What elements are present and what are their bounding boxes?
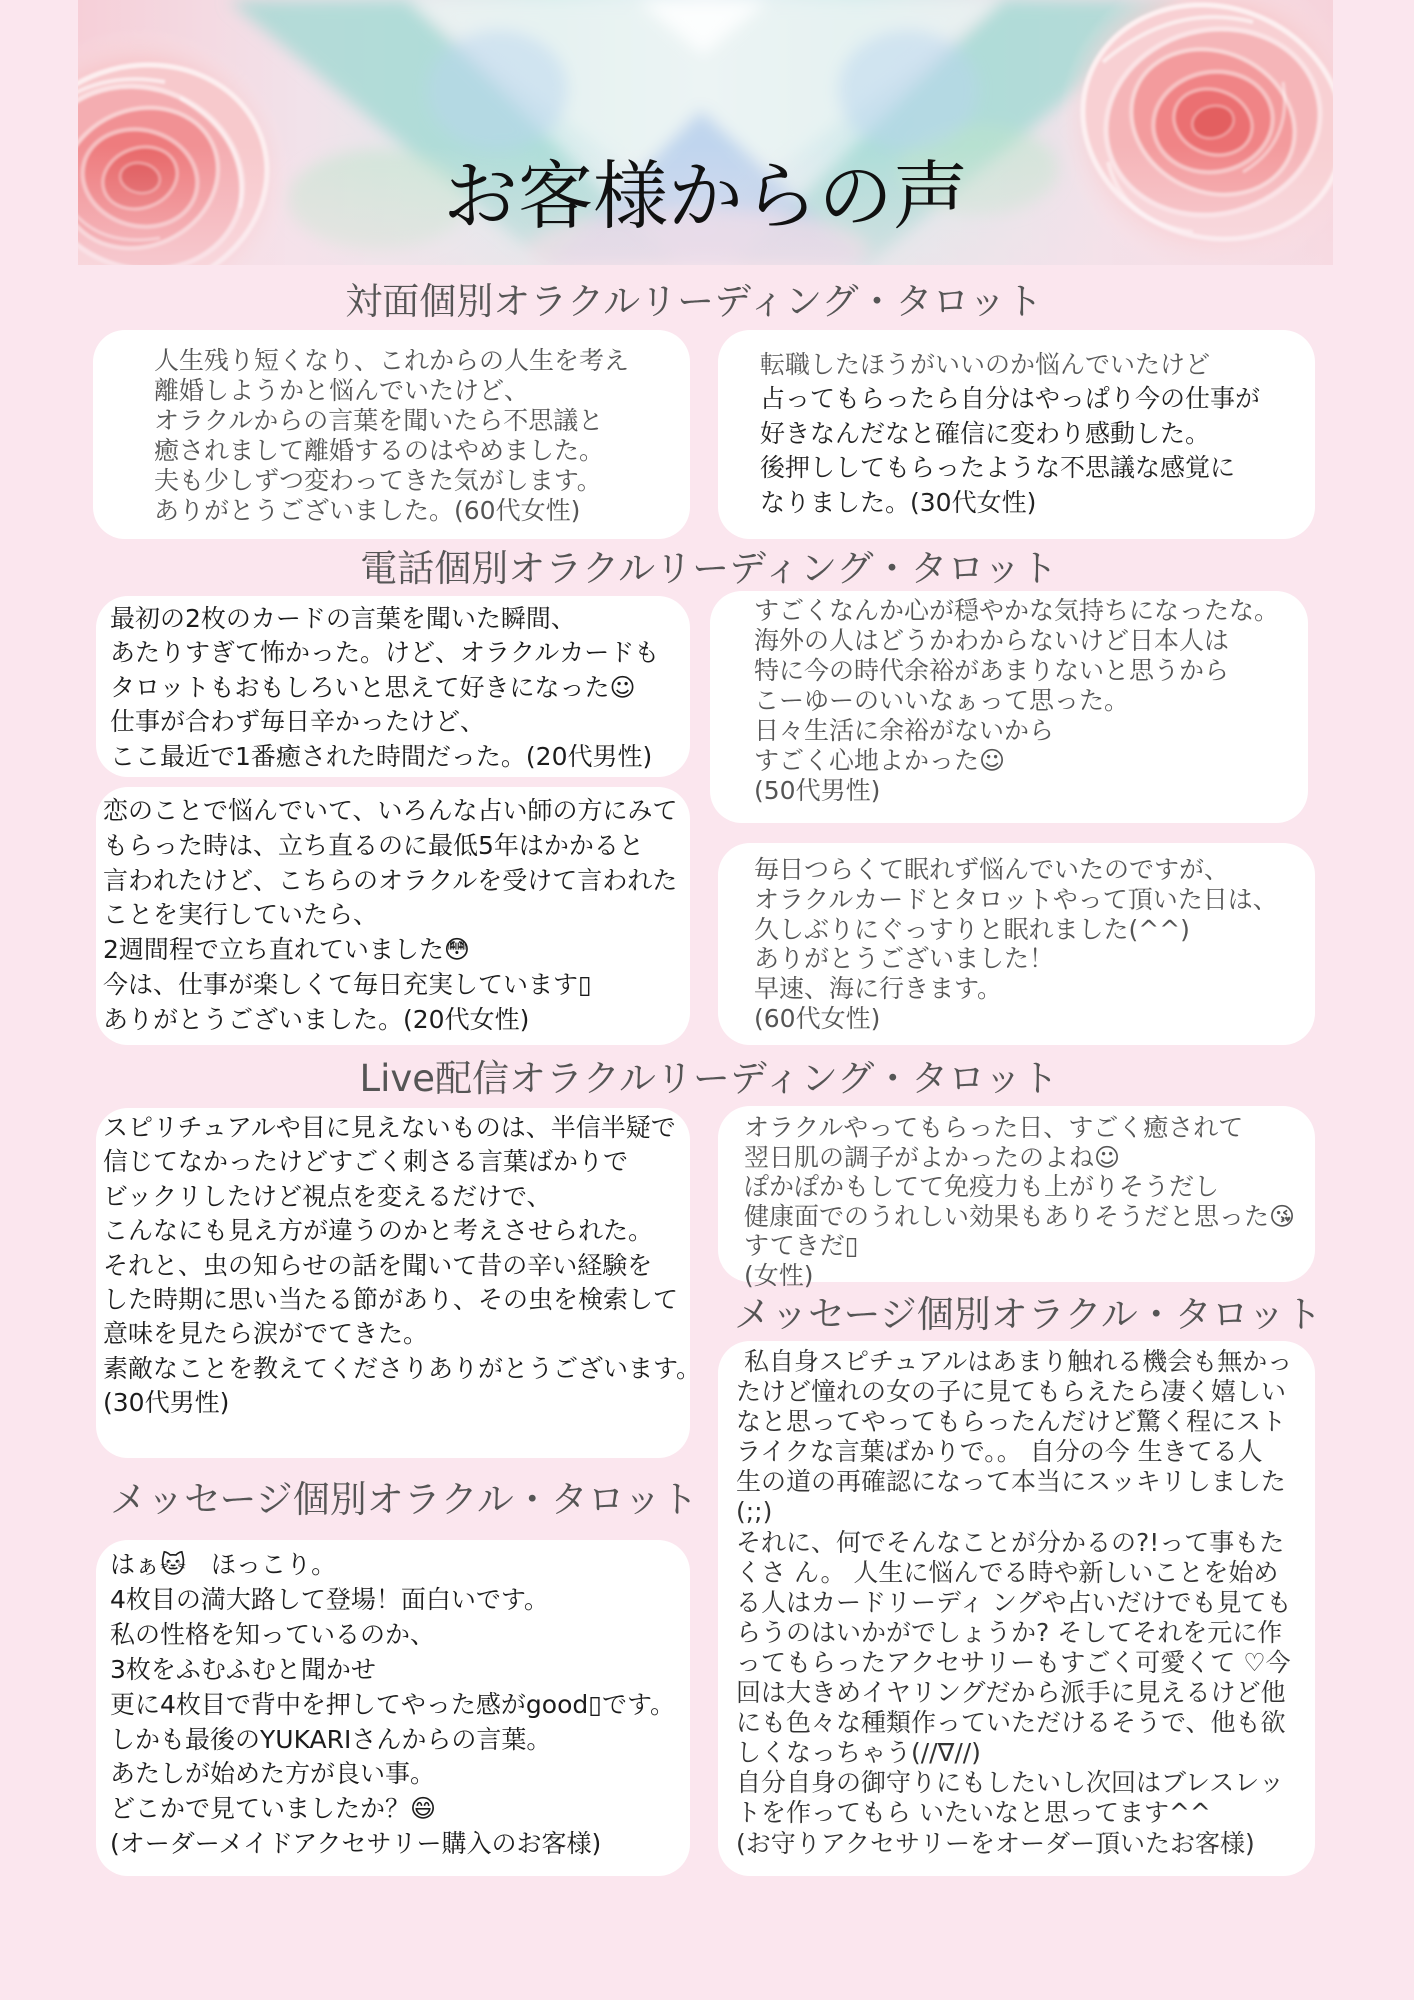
testimonial-line: それと、虫の知らせの話を聞いて昔の辛い経験を: [103, 1250, 653, 1280]
testimonial-line: 久しぶりにぐっすりと眠れました(^^): [754, 914, 1190, 944]
testimonial-line: 回は大きめイヤリングだから派手に見えるけど他: [736, 1678, 1286, 1708]
testimonial-line: 癒されまして離婚するのはやめました。: [154, 436, 605, 465]
testimonial-line: 信じてなかったけどすごく刺さる言葉ばかりで: [103, 1147, 629, 1177]
testimonial-card: [718, 1106, 1315, 1290]
testimonial-line: もらった時は、立ち直るのに最低5年はかかると: [103, 830, 644, 860]
testimonial-text: [754, 855, 1278, 1034]
testimonial-text: [760, 348, 1260, 520]
testimonial-line: 生の道の再確認になって本当にスッキリしました: [736, 1467, 1286, 1497]
testimonial-line: ありがとうございました。(20代女性): [103, 1004, 530, 1034]
testimonial-line: すごくなんか心が穏やかな気持ちになったな。: [754, 596, 1280, 625]
testimonial-line: 意味を見たら涙がでてきた。: [103, 1319, 429, 1349]
testimonial-line: タロットもおもしろいと思えて好きになった☺: [110, 672, 636, 702]
testimonial-line: 素敵なことを教えてくださりありがとうございます。: [103, 1353, 702, 1383]
testimonial-line: 仕事が合わず毎日辛かったけど、: [110, 707, 486, 737]
header-banner: [78, 0, 1333, 265]
testimonial-line: 好きなんだなと確信に変わり感動した。: [760, 418, 1211, 448]
section-heading-message-right: メッセージ個別オラクル・タロット: [734, 1293, 1322, 1336]
testimonial-line: 転職したほうがいいのか悩んでいたけど: [760, 350, 1211, 379]
testimonial-card: [93, 330, 690, 539]
testimonial-line: 私の性格を知っているのか、: [110, 1619, 436, 1649]
testimonial-card: [710, 591, 1308, 823]
testimonial-line: ビックリしたけど視点を変えるだけで、: [103, 1181, 552, 1211]
testimonial-text: [110, 602, 659, 774]
testimonial-line: 4枚目の満大路して登場！面白いです。: [110, 1584, 549, 1614]
testimonial-text: [110, 1548, 675, 1862]
testimonial-line: オラクルやってもらった日、すごく癒されて: [744, 1113, 1244, 1142]
testimonial-line: 健康面でのうれしい効果もありそうだと思った😘: [744, 1201, 1296, 1231]
testimonial-line: オラクルからの言葉を聞いたら不思議と: [154, 406, 604, 435]
testimonial-line: (オーダーメイドアクセサリー購入のお客様): [110, 1829, 602, 1859]
testimonial-line: 離婚しようかと悩んでいたけど、: [154, 376, 530, 405]
testimonial-line: それに、何でそんなことが分かるの?!って事もた: [736, 1527, 1285, 1557]
testimonial-line: (50代男性): [754, 776, 881, 805]
testimonial-line: どこかで見ていましたか？😄: [110, 1794, 437, 1824]
testimonial-line: (30代男性): [103, 1388, 230, 1418]
testimonial-line: ってもらったアクセサリーもすごく可愛くて ♡今: [736, 1647, 1291, 1677]
testimonial-line: 海外の人はどうかわからないけど日本人は: [754, 626, 1230, 655]
testimonial-line: すごく心地よかった☺: [754, 746, 1006, 775]
testimonial-text: [103, 1111, 701, 1421]
testimonial-line: すてきだ▯: [744, 1231, 859, 1261]
testimonial-line: (;;): [736, 1497, 773, 1527]
testimonial-line: (60代女性): [754, 1003, 881, 1033]
testimonial-card: [96, 1108, 702, 1458]
page-title: お客様からの声: [442, 152, 968, 240]
testimonial-line: オラクルカードとタロットやって頂いた日は、: [754, 884, 1278, 914]
testimonial-line: ありがとうございました。(60代女性): [154, 496, 581, 525]
testimonial-line: あたりすぎて怖かった。けど、オラクルカードも: [110, 638, 660, 668]
testimonial-line: 自分自身の御守りにもしたいし次回はブレスレッ: [736, 1768, 1285, 1798]
testimonial-card: [718, 330, 1315, 539]
testimonial-text: [736, 1347, 1292, 1859]
testimonial-text: [154, 346, 629, 526]
testimonial-line: こーゆーのいいなぁって思った。: [754, 686, 1130, 715]
testimonial-line: 早速、海に行きます。: [754, 974, 1003, 1004]
testimonial-line: たけど憧れの女の子に見てもらえたら凄く嬉しい: [736, 1377, 1287, 1407]
testimonial-line: しかも最後のYUKARIさんからの言葉。: [110, 1724, 552, 1754]
testimonial-line: なりました。(30代女性): [760, 487, 1037, 517]
testimonial-line: 2週間程で立ち直れていました😳: [103, 935, 470, 965]
testimonial-line: ライクな言葉ばかりで。。 自分の今 生きてる人: [736, 1437, 1263, 1467]
testimonial-line: した時期に思い当たる節があり、その虫を検索して: [103, 1285, 679, 1315]
testimonial-line: 日々生活に余裕がないから: [754, 716, 1055, 745]
testimonial-line: こんなにも見え方が違うのかと考えさせられた。: [103, 1216, 654, 1246]
testimonial-line: ありがとうございました！: [754, 944, 1055, 974]
testimonial-line: 毎日つらくて眠れず悩んでいたのですが、: [754, 855, 1230, 884]
testimonial-card: [96, 1540, 690, 1876]
testimonial-text: [103, 794, 678, 1038]
testimonial-line: にも色々な種類作っていただけるそうで、他も欲: [736, 1708, 1286, 1738]
section-heading-live-stream: Live配信オラクルリーディング・タロット: [359, 1057, 1059, 1100]
testimonial-card: [718, 843, 1315, 1045]
testimonial-line: ここ最近で1番癒された時間だった。(20代男性): [110, 741, 653, 771]
section-heading-in-person: 対面個別オラクルリーディング・タロット: [345, 280, 1043, 323]
testimonial-card: [96, 596, 690, 777]
testimonial-line: らうのはいかがでしょうか? そしてそれを元に作: [736, 1617, 1283, 1647]
testimonial-line: 更に4枚目で背中を押してやった感がgood▯です。: [110, 1689, 675, 1719]
testimonial-card: [718, 1341, 1315, 1876]
testimonial-line: ぽかぽかもしてて免疫力も上がりそうだし: [744, 1172, 1220, 1202]
testimonial-line: 占ってもらったら自分はやっぱり今の仕事が: [760, 384, 1261, 414]
testimonial-line: (女性): [744, 1260, 814, 1290]
testimonial-line: くさ ん。 人生に悩んでる時や新しいことを始め: [736, 1557, 1279, 1587]
testimonial-line: 今は、仕事が楽しくて毎日充実しています▯: [103, 969, 592, 999]
testimonial-line: 私自身スピチュアルはあまり触れる機会も無かっ: [736, 1347, 1293, 1376]
section-heading-message-left: メッセージ個別オラクル・タロット: [110, 1478, 698, 1521]
testimonial-line: あたしが始めた方が良い事。: [110, 1759, 436, 1789]
testimonial-card: [96, 787, 690, 1045]
testimonial-line: 3枚をふむふむと聞かせ: [110, 1654, 376, 1684]
testimonial-line: 夫も少しずつ変わってきた気がします。: [154, 466, 602, 495]
testimonial-line: トを作ってもら いたいなと思ってます^^: [736, 1798, 1211, 1828]
testimonial-text: [754, 596, 1279, 806]
testimonial-line: 最初の2枚のカードの言葉を聞いた瞬間、: [110, 604, 576, 633]
testimonial-line: ことを実行していたら、: [103, 900, 379, 930]
testimonial-line: 特に今の時代余裕があまりないと思うから: [754, 656, 1230, 685]
section-heading-phone: 電話個別オラクルリーディング・タロット: [360, 547, 1058, 590]
testimonial-text: [744, 1113, 1295, 1291]
testimonial-line: しくなっちゃう(//∇//): [736, 1738, 981, 1768]
testimonial-line: 翌日肌の調子がよかったのよね☺: [744, 1142, 1121, 1172]
testimonial-line: 言われたけど、こちらのオラクルを受けて言われた: [103, 865, 678, 895]
testimonial-line: はぁ🐱 ほっこり。: [110, 1550, 337, 1579]
testimonial-line: (お守りアクセサリーをオーダー頂いたお客様): [736, 1828, 1255, 1858]
testimonial-line: なと思ってやってもらったんだけど驚く程にスト: [736, 1407, 1287, 1437]
testimonial-line: 人生残り短くなり、これからの人生を考え: [154, 346, 630, 375]
testimonial-line: る人はカードリーディ ングや占いだけでも見ても: [736, 1587, 1292, 1617]
testimonial-line: 恋のことで悩んでいて、いろんな占い師の方にみて: [103, 796, 678, 825]
testimonial-line: 後押ししてもらったような不思議な感覚に: [760, 453, 1236, 483]
testimonial-line: スピリチュアルや目に見えないものは、半信半疑で: [103, 1113, 676, 1142]
